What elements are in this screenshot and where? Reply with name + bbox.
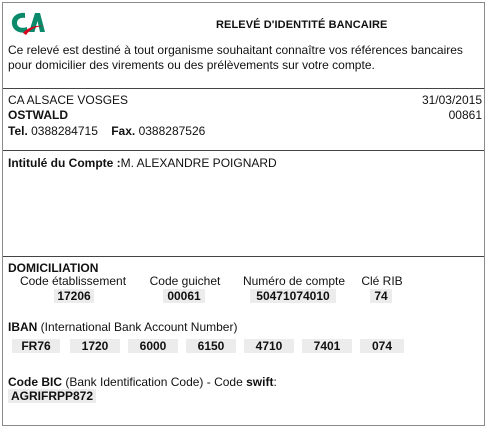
code-guichet-value: 00061 — [163, 289, 205, 303]
branch-name: OSTWALD — [8, 108, 68, 122]
branch-code: 00861 — [448, 108, 482, 122]
iban-group: 6000 — [128, 339, 178, 353]
statement-date: 31/03/2015 — [421, 93, 482, 107]
header-cle-rib: Clé RIB — [361, 274, 403, 288]
divider — [3, 256, 484, 257]
cle-rib-value: 74 — [370, 289, 392, 303]
document-title: RELEVÉ D'IDENTITÉ BANCAIRE — [216, 19, 388, 31]
account-holder: M. ALEXANDRE POIGNARD — [120, 156, 277, 170]
iban-group: FR76 — [12, 339, 60, 353]
bank-name: CA ALSACE VOSGES — [8, 93, 129, 107]
bic-value: AGRIFRPP872 — [8, 389, 96, 403]
divider — [3, 150, 484, 151]
header-code-etablissement: Code établissement — [19, 274, 127, 288]
fax-label: Fax. — [111, 124, 136, 138]
swift-label: swift — [246, 375, 274, 389]
bic-description: (Bank Identification Code) - Code — [62, 375, 247, 389]
iban-group: 7401 — [302, 339, 352, 353]
bic-colon: : — [273, 375, 277, 389]
iban-group: 1720 — [70, 339, 120, 353]
intro-text: Ce relevé est destiné à tout organisme souhaitant connaître vos références bancaires pour domicilier des virements ou des prélèvements sur votre compte. — [8, 43, 463, 72]
bic-label-line — [8, 375, 277, 389]
account-holder-line — [8, 156, 277, 170]
iban-description: (International Bank Account Number) — [37, 320, 238, 334]
divider — [3, 88, 484, 89]
domiciliation-title: DOMICILIATION — [8, 261, 99, 275]
header-numero-compte: Numéro de compte — [242, 274, 346, 288]
bic-label: Code BIC — [8, 375, 62, 389]
iban-label-line — [8, 320, 237, 334]
iban-label: IBAN — [8, 320, 38, 334]
code-etablissement-value: 17206 — [54, 289, 94, 303]
contact-line — [8, 124, 205, 138]
account-label: Intitulé du Compte : — [8, 156, 121, 170]
fax-value: 0388287526 — [138, 124, 206, 138]
credit-agricole-logo — [9, 9, 47, 39]
numero-compte-value: 50471074010 — [250, 289, 336, 303]
iban-group: 4710 — [244, 339, 294, 353]
header-code-guichet: Code guichet — [149, 274, 221, 288]
tel-label: Tel. — [8, 124, 28, 138]
iban-group: 6150 — [186, 339, 236, 353]
iban-group: 074 — [360, 339, 404, 353]
tel-value: 0388284715 — [31, 124, 98, 138]
